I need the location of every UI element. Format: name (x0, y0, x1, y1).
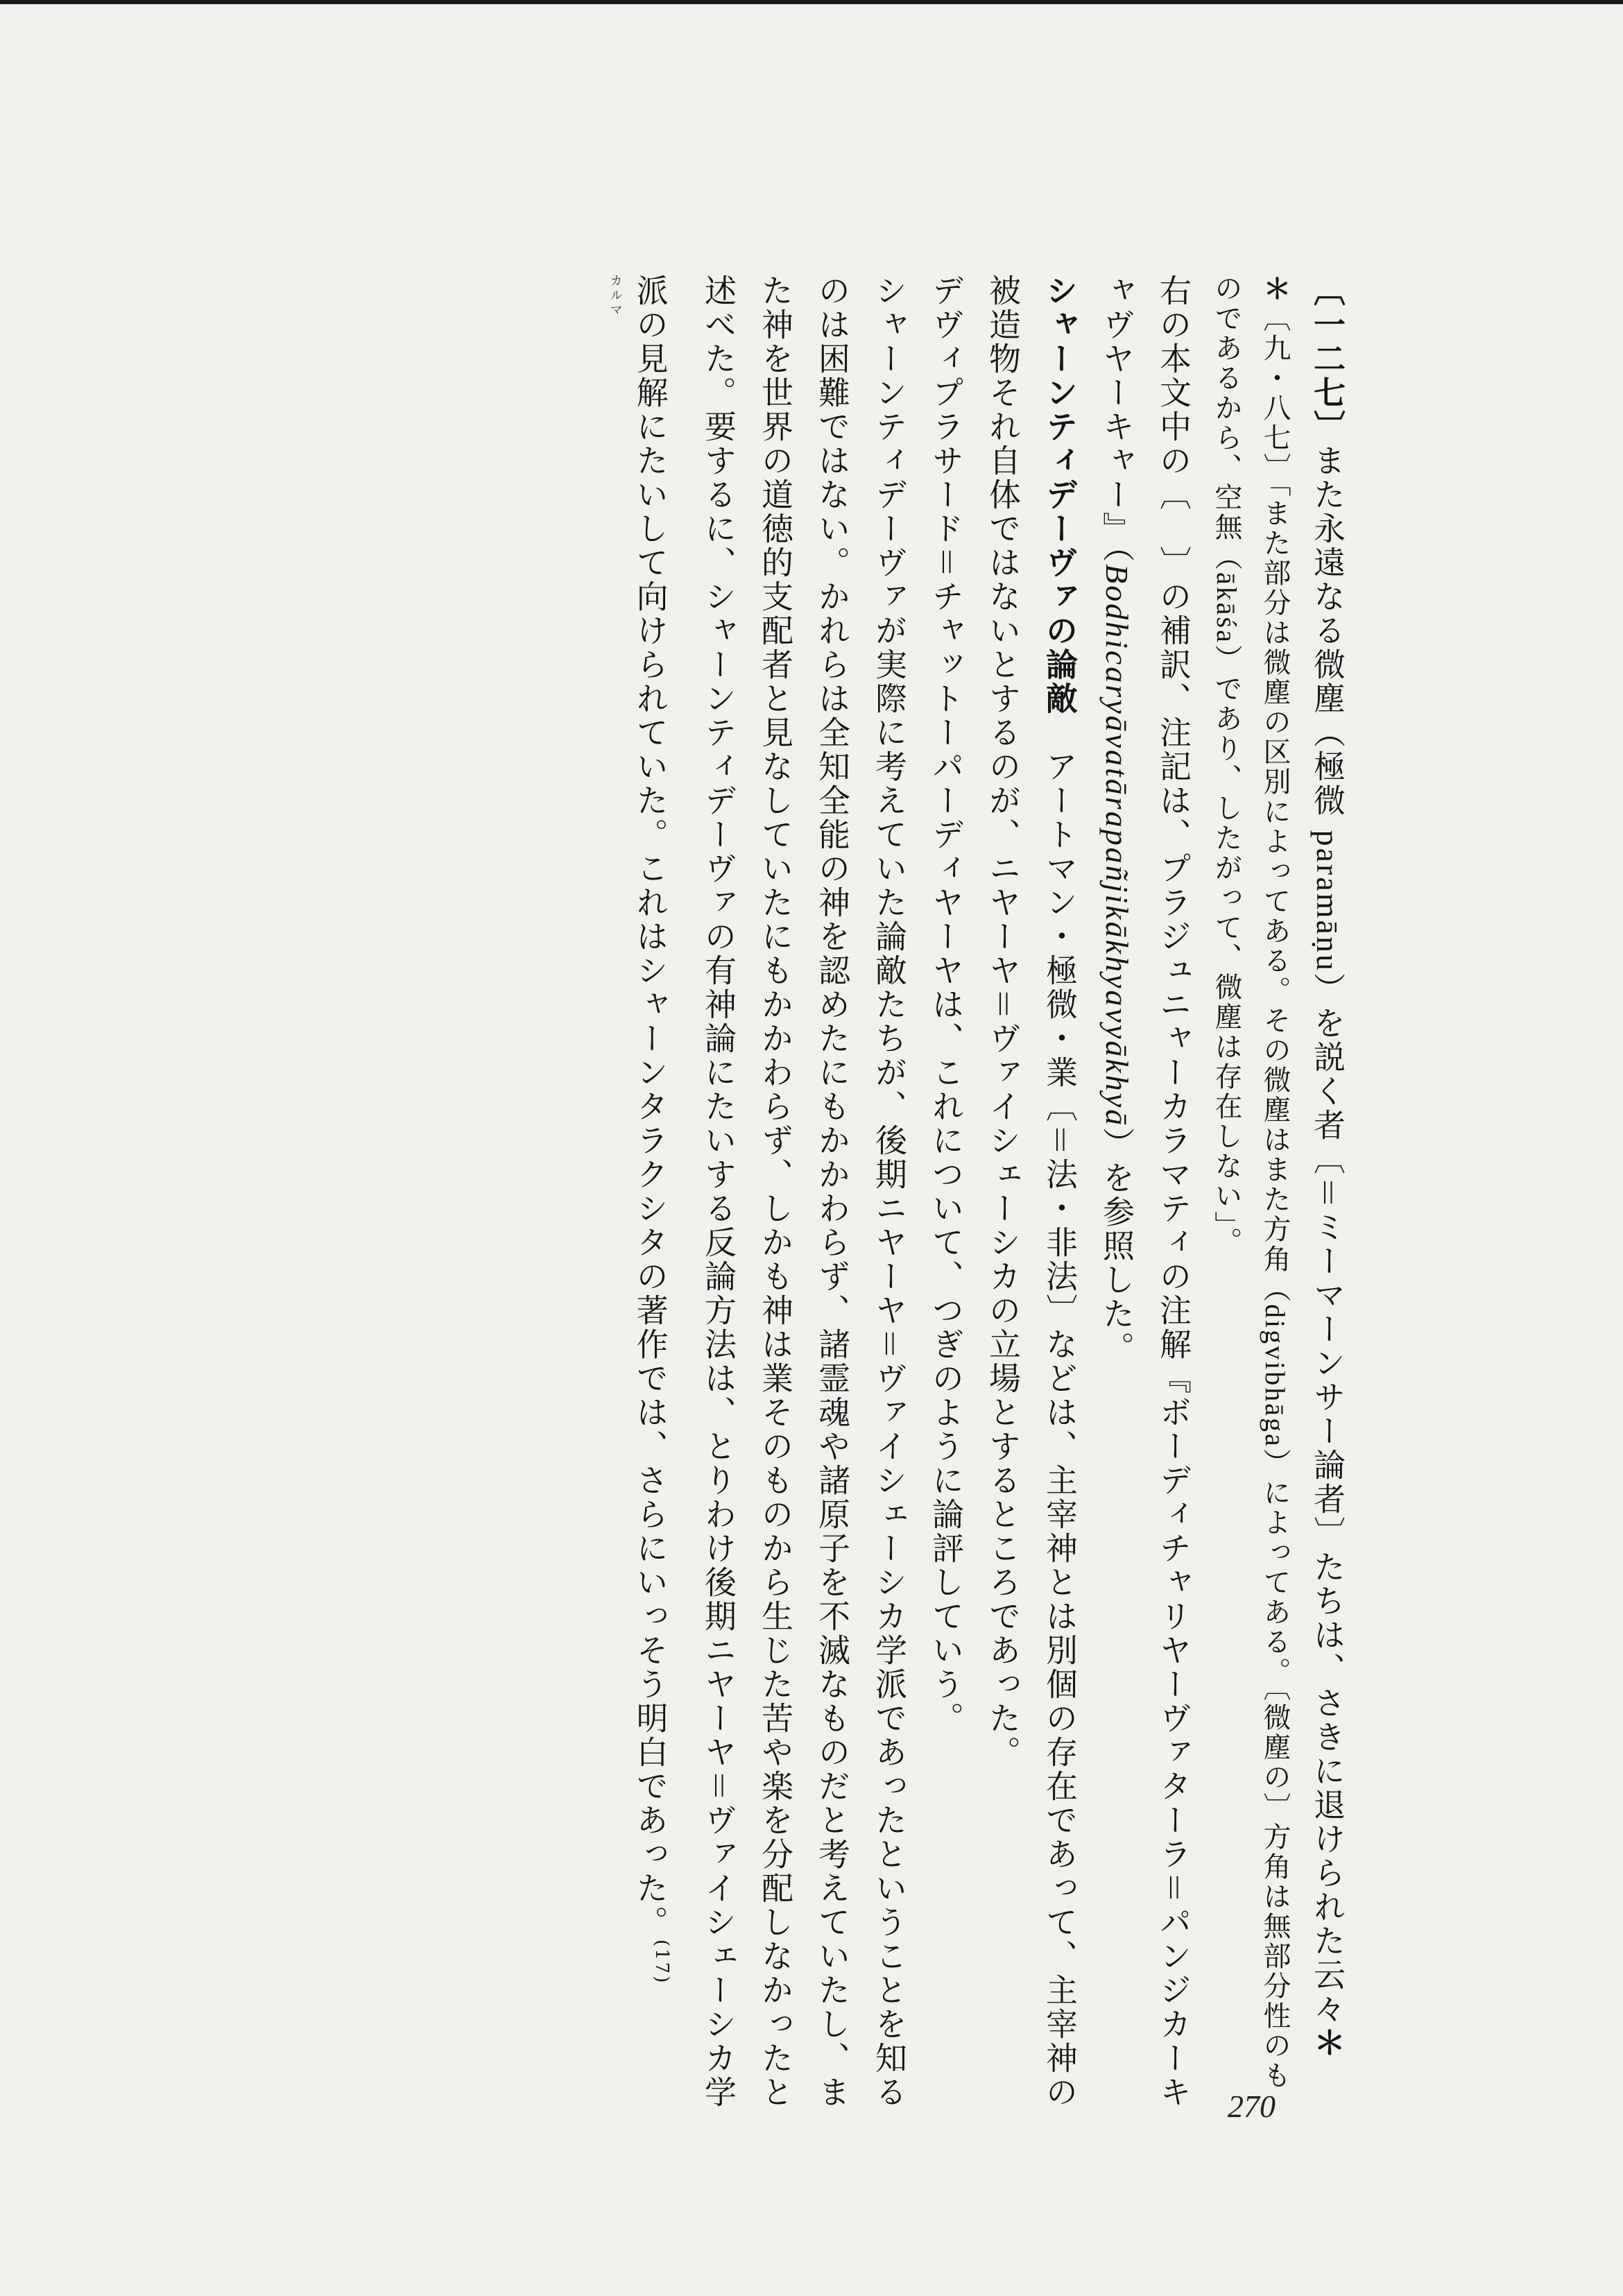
verse-number: 〔一二七〕 (1309, 274, 1346, 444)
source-text-b: ジカーキャヴヤーキャー』（ (1098, 274, 1192, 2109)
section-paragraph-2 (918, 274, 974, 2119)
verse-text-2: ）を説く者〔＝ミーマーンサー論者〕たちは、さきに退けられた云々 (1309, 972, 1346, 2026)
verse-127 (1299, 274, 1356, 2119)
quote-b: とを知るのは困難ではない。かれらは全知全能の神を認めたにもかかわらず、諸霊魂や諸原子を不滅なものだと (814, 274, 908, 2109)
note-term-digvibhaga: digvibhāga (1260, 1304, 1291, 1448)
quote-e: 後期ニヤーヤ＝ヴァイシェーシカ学派の見解にたいして向けられていた。これはシャーンタラクシタの著作では、 (631, 274, 737, 2109)
note-asterisk: ＊ (1259, 274, 1291, 304)
verse-term-paramanu: paramāṇu (1310, 830, 1346, 973)
quote-f: さらにいっそう明白であった。 (631, 1464, 669, 1939)
source-title-latin: Bodhicaryāvatārapañjikākhyavyākhyā (1099, 564, 1135, 1128)
page-top-edge (0, 0, 1623, 4)
section-p1-b: 神の被造物それ自体ではないとするのが、ニヤーヤ＝ヴァイシェーシカの立場とするところであった。 (984, 274, 1079, 2109)
note-term-akasa: ākāśa (1211, 572, 1242, 644)
source-text-a: 右の本文中の〔 〕の補訳、注記は、プラジュニャーカラマティの注解『ボーディチャリヤーヴァターラ＝パン (1155, 274, 1192, 1973)
verse-text-1: また永遠なる微塵（極微 (1309, 444, 1346, 830)
ruby-karma-text: カルマ (608, 274, 623, 318)
note-ref: 〔九・八七〕 (1259, 304, 1291, 483)
note-text-d: ）であり、したがって、微塵は存在しない」。 (1210, 644, 1242, 1257)
section-heading: シャーンティデーヴァの論敵 (1041, 274, 1079, 716)
page-number: 270 (1228, 2089, 1276, 2124)
section-p1-a: アートマン・極微・業〔＝法・非法〕などは、主宰神とは別個の存在であって、主宰 (1041, 750, 1079, 2041)
verse-asterisk: ＊ (1309, 2025, 1346, 2060)
note-text-a: 「また部分は微塵の区別によってある。その微塵はまた方角（ (1259, 483, 1291, 1304)
page-body (388, 274, 1356, 2119)
note-text-b: ）によってある。〔微塵の〕方角は (1259, 1448, 1291, 1912)
quote-d: 苦や楽を分配しなかったと述べた。要するに、シャーンティデーヴァの有神論にたいする反論方法は、とりわけ (700, 274, 794, 2109)
note-text-c: 無部分性のものであるから、空無（ (1210, 274, 1291, 2091)
source-text-c: ）を参照した。 (1098, 1127, 1135, 1366)
quote-c: 考えていたし、また神を世界の道徳的支配者と見なしていたにもかかわらず、しかも神は業そのものから生じた (757, 274, 851, 2109)
quoted-paragraph (622, 274, 918, 2119)
ruby-karma (608, 274, 622, 2119)
section-p2: デヴィプラサード＝チャットーパーディヤーヤは、これについて、つぎのように論評していう。 (927, 274, 965, 1736)
quote-a: シャーンティデーヴァが実際に考えていた論敵たちが、後期ニヤーヤ＝ヴァイシェーシカ学派であったというこ (870, 274, 908, 1973)
footnote-ref-17: (17) (651, 1939, 672, 1985)
section-paragraph-1 (974, 274, 1088, 2119)
source-note (1088, 274, 1202, 2119)
verse-note (1202, 274, 1299, 2119)
